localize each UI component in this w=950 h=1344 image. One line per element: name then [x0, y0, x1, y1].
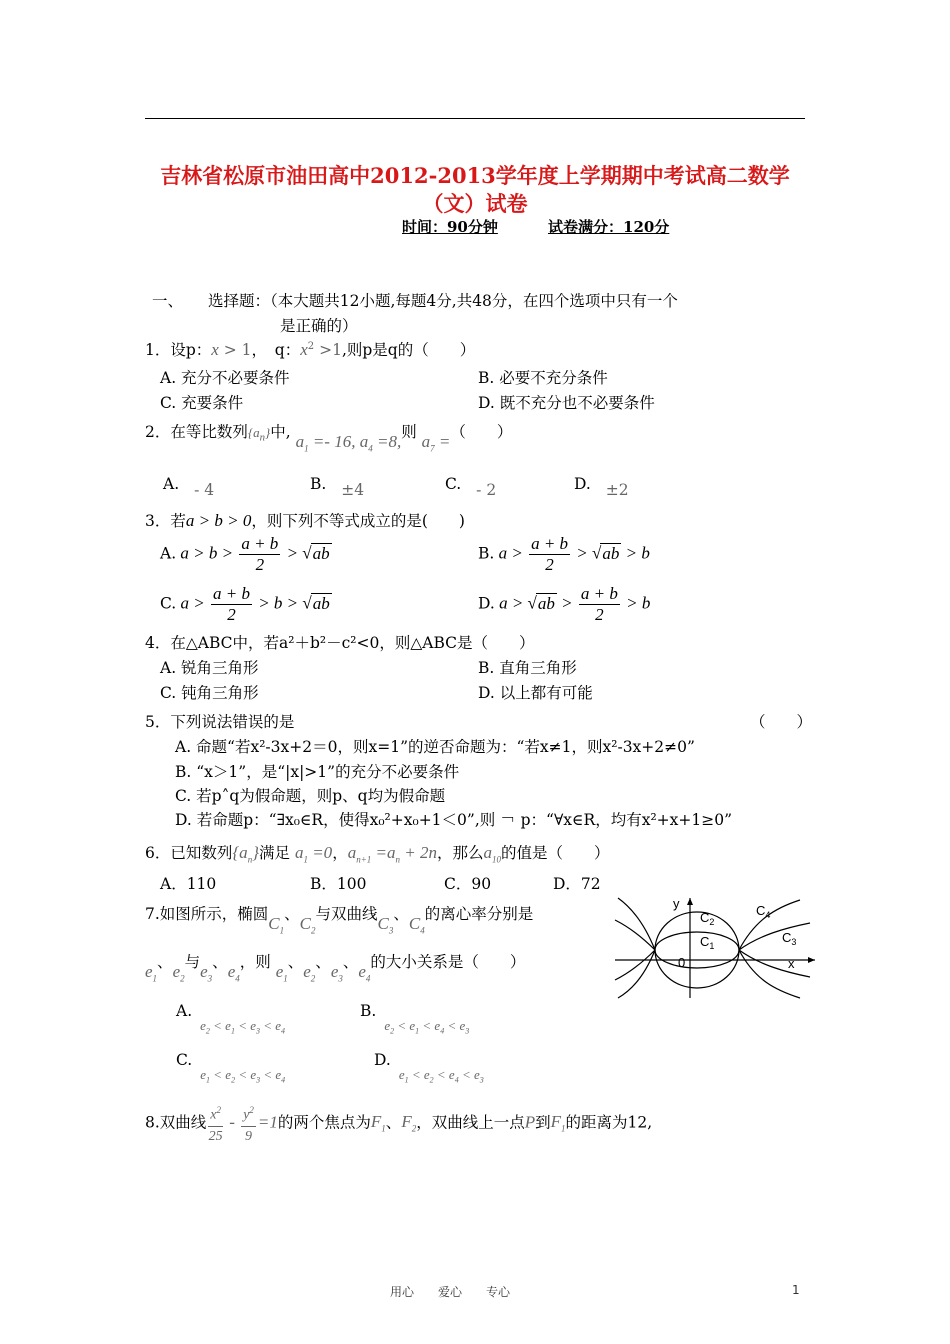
label-c2: $C_2$ [700, 910, 715, 927]
q6-option-c[interactable]: C．90 [444, 875, 492, 893]
page-number: 1 [792, 1283, 800, 1297]
q3-option-a[interactable]: A. a > b > $\frac{a + b}{2}$ > √ab [160, 534, 330, 574]
x-axis-arrow [808, 957, 815, 963]
q2-option-a[interactable]: A. - 4 [163, 475, 215, 499]
question-8: 8.双曲线 $\frac{x^2}{25}$ - $\frac{y^2}{9}$ =1的两个焦点为$F_1$、$F_2$，双曲线上一点P到$F_1$的距离为12, [145, 1100, 652, 1147]
q5-answer-bracket: （ ） [750, 713, 813, 731]
q2-option-c[interactable]: C. - 2 [445, 475, 497, 499]
x-axis-label: x [788, 956, 795, 971]
question-3: 3．若a > b > 0，则下列不等式成立的是( ) [145, 511, 465, 530]
section-heading-2: 是正确的） [280, 317, 358, 335]
exam-time: 时间：90分钟 [402, 218, 498, 236]
q5-option-c[interactable]: C. 若p˄q为假命题，则p、q均为假命题 [175, 787, 446, 805]
q7-conic-figure [610, 890, 820, 1000]
question-2: 2．在等比数列$\{a_n\}$中, $a_1 =- 16$, $a_4 =8$,则 $a_7$ =（ ） [145, 423, 513, 454]
ellipse-c1 [655, 932, 739, 968]
section-number: 一、 [152, 292, 184, 310]
q7-option-a[interactable]: $A._{e_2 < e_1 < e_3 < e_4}$ [176, 1002, 286, 1036]
y-axis-arrow [687, 898, 693, 905]
q2-option-d[interactable]: D. ±2 [574, 475, 629, 499]
q1-option-c[interactable]: C. 充要条件 [160, 394, 244, 412]
label-c3: $C_3$ [782, 930, 797, 947]
exam-title-line2: （文）试卷 [422, 191, 528, 216]
exam-full-score: 试卷满分：120分 [548, 218, 670, 236]
q3-option-c[interactable]: C. a > $\frac{a + b}{2}$ > b > √ab [160, 584, 330, 624]
ellipse-c2 [655, 912, 739, 988]
hyperbola-c3-left [615, 920, 655, 980]
q4-option-b[interactable]: B. 直角三角形 [478, 659, 577, 677]
q3-option-d[interactable]: D. a > √ab > $\frac{a + b}{2}$ > b [478, 584, 651, 624]
question-7: 7.如图所示，椭圆$C_1$、$C_2$与双曲线$C_3$、$C_4$的离心率分别是 [145, 905, 534, 936]
question-6: 6．已知数列$\{a_n\}$满足 $a_1 =0$，$a_{n+1} =a_n + 2n$，那么$a_{10}$的值是（ ） [145, 843, 610, 865]
origin-label: 0 [678, 955, 686, 970]
exam-title: 吉林省松原市油田高中2012-2013学年度上学期期中考试高二数学 [160, 163, 790, 188]
section-heading: 选择题：（本大题共12小题,每题4分,共48分，在四个选项中只有一个 [208, 292, 678, 310]
question-5: 5．下列说法错误的是 [145, 713, 295, 731]
q4-option-d[interactable]: D. 以上都有可能 [478, 684, 593, 702]
q7-option-c[interactable]: $C._{e_1 < e_2 < e_3 < e_4}$ [176, 1051, 286, 1085]
q7-option-d[interactable]: $D._{e_1 < e_2 < e_4 < e_3}$ [374, 1051, 484, 1085]
hyperbola-c4-left [618, 898, 655, 998]
q1-option-b[interactable]: B. 必要不充分条件 [478, 369, 608, 387]
label-c4: $C_4$ [756, 903, 771, 920]
q6-option-b[interactable]: B．100 [310, 875, 367, 893]
question-7-line2: $e_1$、$e_2$与$e_3$、$e_4$，则 $e_1$、$e_2$、$e_3$、$e_4$的大小关系是（ ） [145, 953, 526, 984]
q3-option-b[interactable]: B. a > $\frac{a + b}{2}$ > √ab > b [478, 534, 650, 574]
label-c1: $C_1$ [700, 934, 715, 951]
q5-option-a[interactable]: A. 命题“若x²-3x+2＝0，则x=1”的逆否命题为：“若x≠1，则x²-3x+2≠0” [175, 738, 695, 756]
y-axis-label: y [673, 896, 680, 911]
header-rule [145, 118, 805, 119]
question-4: 4．在△ABC中，若a²＋b²－c²<0，则△ABC是（ ） [145, 634, 535, 652]
q6-option-a[interactable]: A．110 [160, 875, 217, 893]
q4-option-c[interactable]: C. 钝角三角形 [160, 684, 259, 702]
q2-option-b[interactable]: B. ±4 [310, 475, 365, 499]
q6-option-d[interactable]: D．72 [553, 875, 601, 893]
q5-option-b[interactable]: B. “x＞1”，是“|x|>1”的充分不必要条件 [175, 763, 460, 781]
q1-option-a[interactable]: A. 充分不必要条件 [160, 369, 290, 387]
q7-option-b[interactable]: $B._{e_2 < e_1 < e_4 < e_3}$ [360, 1002, 470, 1036]
q1-option-d[interactable]: D. 既不充分也不必要条件 [478, 394, 655, 412]
footer-motto: 用心 爱心 专心 [390, 1285, 511, 1299]
hyperbola-c3-right [739, 923, 810, 977]
q4-option-a[interactable]: A. 锐角三角形 [160, 659, 259, 677]
q5-option-d[interactable]: D. 若命题p：“∃x₀∈R，使得x₀²+x₀+1＜0”,则 ￢ p：“∀x∈R，均有x²+x+1≥0” [175, 811, 733, 829]
question-1: 1．设p：x > 1， q：$x^2 >1$,则p是q的（ ） [145, 340, 476, 359]
